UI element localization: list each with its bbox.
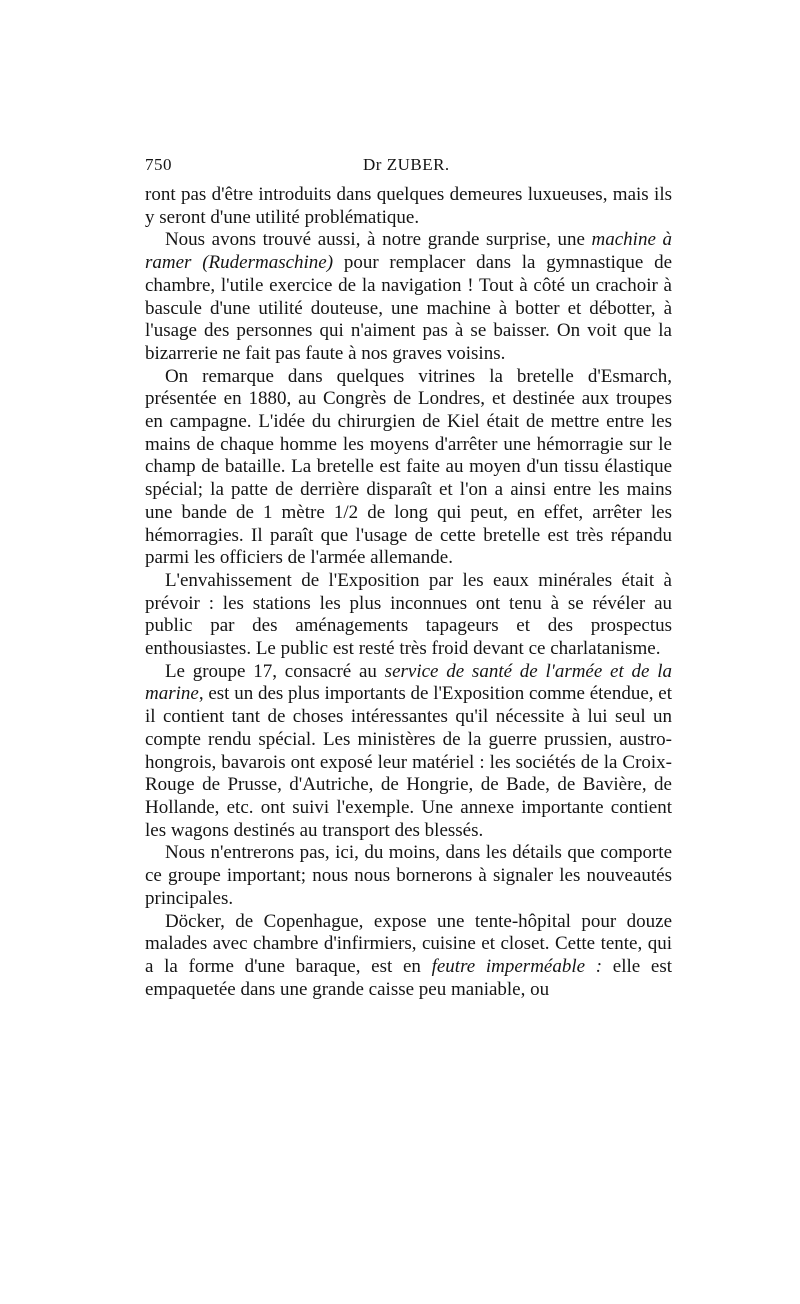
text-run: ront pas d'être introduits dans quelques demeures luxueuses, mais ils y seront d'une utilité problématique.	[145, 184, 672, 228]
paragraph	[145, 366, 672, 570]
paragraph	[145, 911, 672, 1002]
text-run: , est un des plus importants de l'Exposition comme étendue, et il contient tant de choses intéressantes qu'il nécessite à lui seul un compte rendu spécial. Les ministères de la guerre prussien, austro-hongrois, bavarois ont exposé leur matériel : les sociétés de la Croix-Rouge de Prusse, d'Autriche, de Hongrie, de Bade, de Bavière, de Hollande, etc. ont suivi l'exemple. Une annexe importante contient les wagons destinés au transport des blessés.	[145, 683, 672, 841]
text-run: pour remplacer dans la gymnastique de chambre, l'utile exercice de la navigation ! Tout à côté un crachoir à bascule d'une utilité douteuse, une machine à botter et débotter, à l'usage des personnes qui n'aiment pas à se baisser. On voit que la bizarrerie ne fait pas faute à nos graves voisins.	[145, 252, 672, 364]
italic-run: machine à ramer (Rudermaschine)	[145, 229, 672, 274]
text-run: On remarque dans quelques vitrines la bretelle d'Esmarch, présentée en 1880, au Congrès de Londres, et destinée aux troupes en campagne. L'idée du chirurgien de Kiel était de mettre entre les mains de chaque homme les moyens d'arrêter une hémorragie sur le champ de bataille. La bretelle est faite au moyen d'un tissu élastique spécial; la patte de derrière disparaît et l'on a ainsi entre les mains une bande de 1 mètre 1/2 de long qui peut, en effet, arrêter les hémorragies. Il paraît que l'usage de cette bretelle est très répandu parmi les officiers de l'armée allemande.	[145, 365, 672, 569]
paragraph	[145, 661, 672, 843]
page-header	[145, 155, 672, 181]
italic-run: service de santé de l'armée et de la marine	[145, 660, 672, 705]
paragraph	[145, 229, 672, 365]
running-head: Dr ZUBER.	[363, 155, 450, 174]
text-run: L'envahissement de l'Exposition par les eaux minérales était à prévoir : les stations les plus inconnues ont tenu à se révéler au public par des aménagements tapageurs et des prospectus enthousiastes. Le public est resté très froid devant ce charlatanisme.	[145, 569, 672, 660]
text-run: Nous avons trouvé aussi, à notre grande surprise, une	[164, 229, 592, 251]
paragraph	[145, 184, 672, 229]
page-number: 750	[145, 155, 172, 174]
paragraph	[145, 570, 672, 661]
paragraph	[145, 842, 672, 910]
text-run: Nous n'entrerons pas, ici, du moins, dans les détails que comporte ce groupe important; nous nous bornerons à signaler les nouveautés principales.	[145, 842, 672, 909]
text-run: elle est empaquetée dans une grande caisse peu maniable, ou	[145, 955, 672, 1000]
italic-run: feutre imperméable :	[431, 955, 603, 977]
text-run: Le groupe 17, consacré au	[164, 660, 385, 682]
text-run: Döcker, de Copenhague, expose une tente-hôpital pour douze malades avec chambre d'infirmiers, cuisine et closet. Cette tente, qui a la forme d'une baraque, est en	[145, 910, 672, 977]
body-text	[145, 184, 672, 1001]
